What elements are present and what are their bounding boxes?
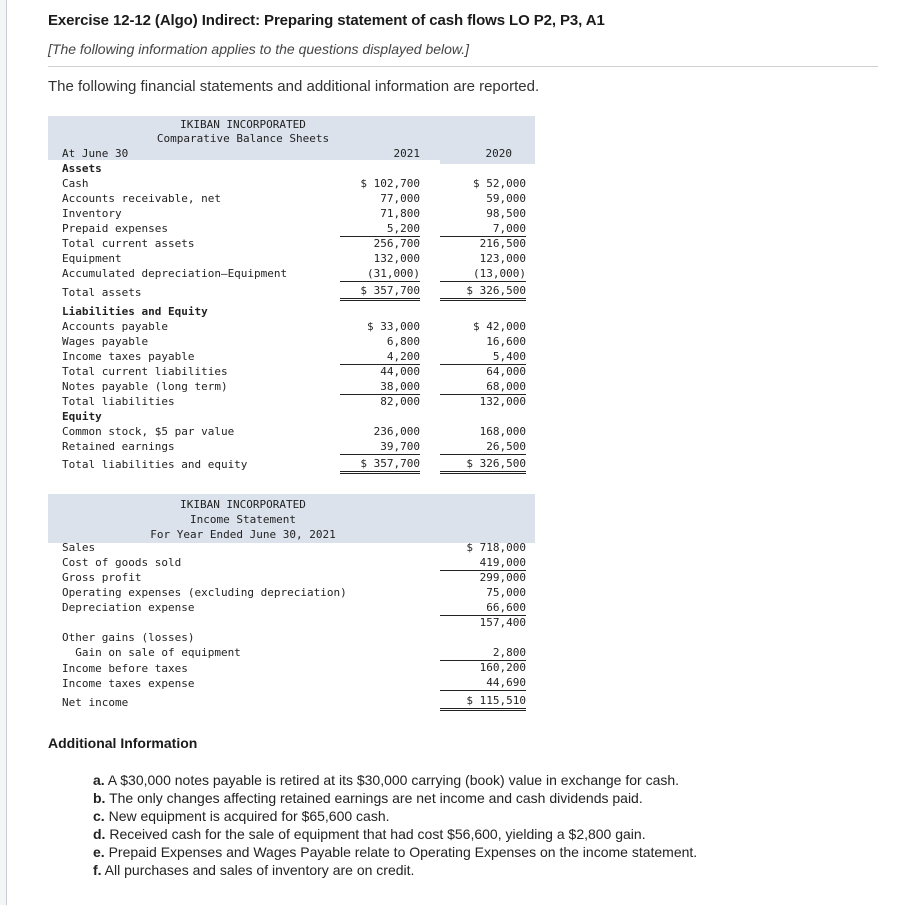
row-2021: $ 357,700 bbox=[340, 284, 420, 301]
row-2020: 64,000 bbox=[486, 365, 526, 378]
exercise-note: [The following information applies to the questions displayed below.] bbox=[48, 41, 470, 57]
row-label: Other gains (losses) bbox=[62, 631, 195, 644]
date-label: At June 30 bbox=[62, 147, 129, 160]
item-text: All purchases and sales of inventory are on credit. bbox=[101, 862, 415, 878]
row-2020: $ 326,500 bbox=[440, 284, 526, 301]
row-label: Accounts payable bbox=[62, 320, 168, 333]
year-2021: 2021 bbox=[393, 147, 420, 160]
item-text: Received cash for the sale of equipment that had cost $56,600, yielding a $2,800 gain. bbox=[105, 826, 646, 842]
row-2021: 4,200 bbox=[340, 350, 420, 365]
row-2020: $ 42,000 bbox=[473, 320, 526, 333]
divider bbox=[48, 66, 878, 67]
row-value: 299,000 bbox=[479, 571, 526, 584]
row-value: 157,400 bbox=[479, 616, 526, 629]
item-text: A $30,000 notes payable is retired at its $30,000 carrying (book) value in exchange for cash. bbox=[104, 772, 680, 788]
row-2021: 77,000 bbox=[380, 192, 420, 205]
row-2020: 16,600 bbox=[486, 335, 526, 348]
item-letter: b. bbox=[93, 790, 106, 806]
row-2020: 59,000 bbox=[486, 192, 526, 205]
row-value: 160,200 bbox=[479, 661, 526, 674]
row-2021: 132,000 bbox=[373, 252, 420, 265]
row-2020: $ 326,500 bbox=[440, 457, 526, 474]
row-value: 75,000 bbox=[486, 586, 526, 599]
row-2021: 82,000 bbox=[380, 395, 420, 408]
additional-info-title: Additional Information bbox=[48, 735, 198, 751]
row-2021: 5,200 bbox=[340, 222, 420, 237]
list-item bbox=[93, 771, 697, 789]
row-label: Inventory bbox=[62, 207, 122, 220]
row-2020: 5,400 bbox=[440, 350, 526, 365]
row-label: Total liabilities and equity bbox=[62, 458, 248, 471]
row-label: Common stock, $5 par value bbox=[62, 425, 235, 438]
row-label: Income before taxes bbox=[62, 662, 188, 675]
row-2021: (31,000) bbox=[340, 267, 420, 282]
row-label: Net income bbox=[62, 696, 129, 709]
row-label: Gain on sale of equipment bbox=[62, 646, 241, 659]
row-2021: $ 357,700 bbox=[340, 457, 420, 474]
income-statement-period: For Year Ended June 30, 2021 bbox=[150, 528, 336, 541]
item-letter: d. bbox=[93, 826, 106, 842]
additional-info-list bbox=[93, 771, 697, 879]
row-2021: 256,700 bbox=[373, 237, 420, 250]
row-label: Total current assets bbox=[62, 237, 195, 250]
row-2021: 71,800 bbox=[380, 207, 420, 220]
item-letter: c. bbox=[93, 808, 105, 824]
exercise-intro: The following financial statements and additional information are reported. bbox=[48, 78, 540, 95]
row-value: $ 718,000 bbox=[466, 541, 526, 554]
page-left-border bbox=[0, 0, 7, 905]
row-label: Total liabilities bbox=[62, 395, 175, 408]
row-2021: $ 102,700 bbox=[360, 177, 420, 190]
income-statement-company: IKIBAN INCORPORATED bbox=[180, 498, 306, 511]
row-2021: 236,000 bbox=[373, 425, 420, 438]
row-label: Depreciation expense bbox=[62, 601, 195, 614]
row-2020: 168,000 bbox=[479, 425, 526, 438]
item-letter: e. bbox=[93, 844, 105, 860]
row-label: Wages payable bbox=[62, 335, 149, 348]
row-label: Accounts receivable, net bbox=[62, 192, 221, 205]
row-2020: 7,000 bbox=[440, 222, 526, 237]
row-2021: 44,000 bbox=[380, 365, 420, 378]
list-item bbox=[93, 807, 697, 825]
row-value: 419,000 bbox=[440, 556, 526, 571]
item-text: The only changes affecting retained earnings are net income and cash dividends paid. bbox=[105, 790, 643, 806]
row-label: Notes payable (long term) bbox=[62, 380, 228, 393]
item-text: Prepaid Expenses and Wages Payable relate to Operating Expenses on the income statement. bbox=[104, 844, 698, 860]
list-item bbox=[93, 825, 697, 843]
row-label: Total current liabilities bbox=[62, 365, 228, 378]
item-letter: f. bbox=[93, 862, 102, 878]
row-2021: 38,000 bbox=[340, 380, 420, 395]
row-label: Operating expenses (excluding depreciation) bbox=[62, 586, 347, 599]
row-value: 2,800 bbox=[440, 646, 526, 661]
list-item bbox=[93, 789, 697, 807]
list-item bbox=[93, 843, 697, 861]
row-2020: 132,000 bbox=[479, 395, 526, 408]
row-2020: 216,500 bbox=[479, 237, 526, 250]
row-label: Cash bbox=[62, 177, 89, 190]
row-label: Equipment bbox=[62, 252, 122, 265]
equity-heading: Equity bbox=[62, 410, 102, 423]
list-item bbox=[93, 861, 697, 879]
row-label: Retained earnings bbox=[62, 440, 175, 453]
row-2020: 26,500 bbox=[440, 440, 526, 455]
row-value: 66,600 bbox=[440, 601, 526, 616]
row-label: Accumulated depreciation—Equipment bbox=[62, 267, 288, 280]
item-text: New equipment is acquired for $65,600 cash. bbox=[104, 808, 390, 824]
row-2020: 123,000 bbox=[479, 252, 526, 265]
row-label: Cost of goods sold bbox=[62, 556, 182, 569]
liabilities-equity-heading: Liabilities and Equity bbox=[62, 305, 208, 318]
balance-sheet bbox=[48, 116, 535, 486]
row-value: $ 115,510 bbox=[440, 694, 526, 711]
row-value: 44,690 bbox=[440, 676, 526, 691]
item-letter: a. bbox=[93, 772, 105, 788]
row-label: Income taxes expense bbox=[62, 677, 195, 690]
balance-sheet-title: Comparative Balance Sheets bbox=[156, 132, 330, 145]
row-2021: $ 33,000 bbox=[367, 320, 420, 333]
assets-heading: Assets bbox=[62, 162, 102, 175]
row-2020: 98,500 bbox=[486, 207, 526, 220]
income-statement bbox=[48, 494, 535, 719]
row-label: Total assets bbox=[62, 286, 142, 299]
row-2021: 6,800 bbox=[386, 335, 420, 348]
income-statement-title: Income Statement bbox=[190, 513, 296, 526]
row-2020: 68,000 bbox=[440, 380, 526, 395]
balance-sheet-company: IKIBAN INCORPORATED bbox=[180, 118, 306, 131]
row-label: Prepaid expenses bbox=[62, 222, 168, 235]
exercise-title: Exercise 12-12 (Algo) Indirect: Preparing statement of cash flows LO P2, P3, A1 bbox=[48, 12, 605, 29]
year-2020: 2020 bbox=[485, 147, 512, 160]
row-label: Income taxes payable bbox=[62, 350, 195, 363]
row-label: Gross profit bbox=[62, 571, 142, 584]
row-2020: (13,000) bbox=[440, 267, 526, 282]
row-2020: $ 52,000 bbox=[473, 177, 526, 190]
row-2021: 39,700 bbox=[340, 440, 420, 455]
row-label: Sales bbox=[62, 541, 96, 554]
